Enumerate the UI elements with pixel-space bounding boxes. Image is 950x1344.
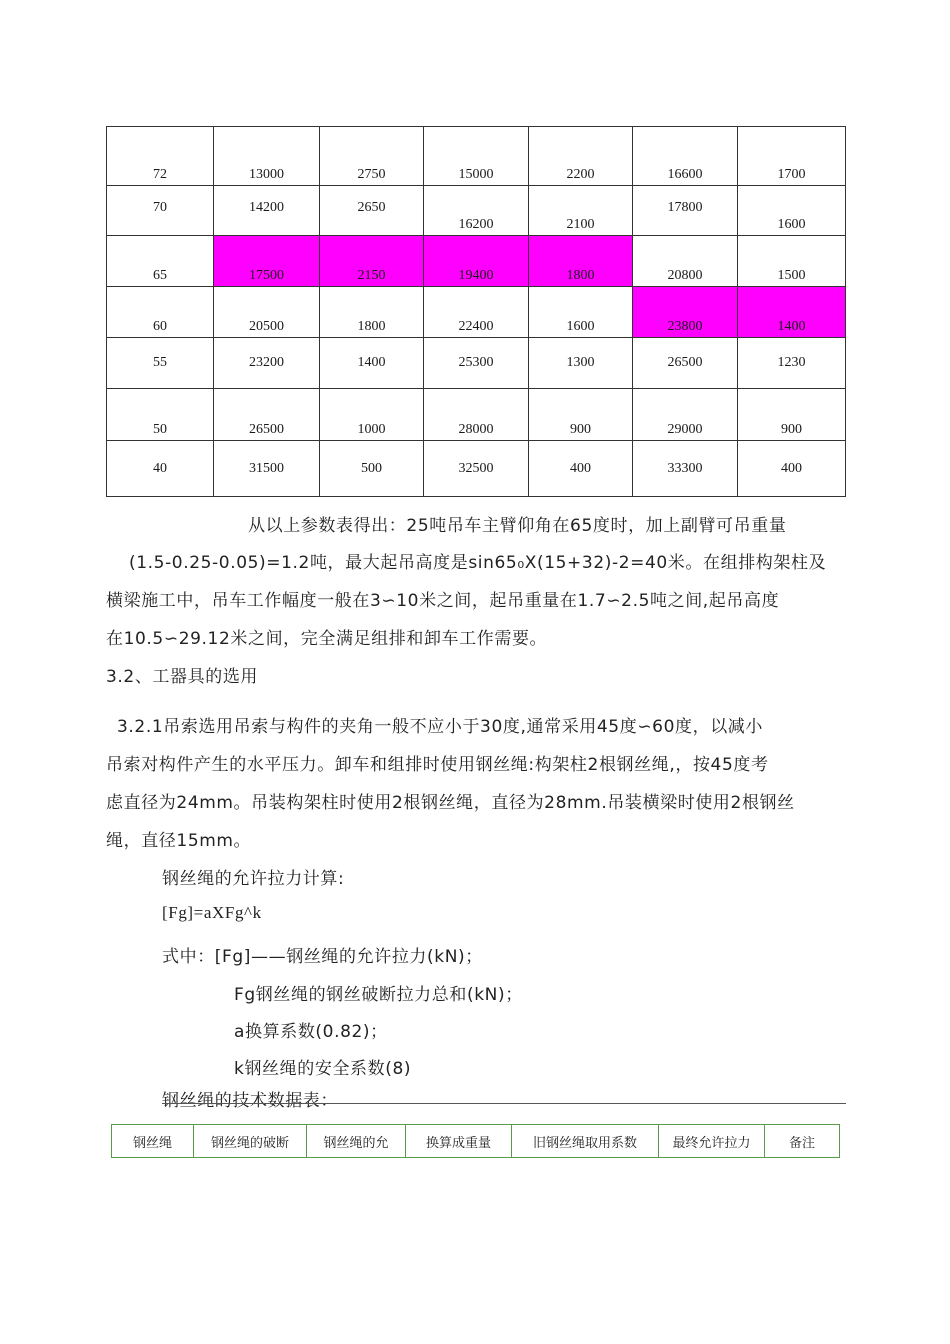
paragraph-line: 横梁施工中，吊车工作幅度一般在3∽10米之间，起吊重量在1.7∽2.5吨之间,起吊高度 <box>106 591 780 611</box>
paragraph-line: 从以上参数表得出：25吨吊车主臂仰角在65度时，加上副臂可吊重量 <box>248 516 787 536</box>
crane-parameter-table <box>106 126 846 497</box>
paragraph-line: 3.2.1吊索选用吊索与构件的夹角一般不应小于30度,通常采用45度∽60度，以减小 <box>117 717 763 737</box>
table-cell: 22400 <box>424 287 529 338</box>
column-header: 钢丝绳 <box>112 1125 194 1158</box>
paragraph-line: 绳，直径15mm。 <box>106 831 252 851</box>
table-row <box>107 186 846 236</box>
calc-title: 钢丝绳的允许拉力计算: <box>162 869 345 889</box>
table-cell: 1600 <box>738 186 846 236</box>
section-heading: 3.2、工器具的选用 <box>106 667 259 687</box>
paragraph-line: 在10.5∽29.12米之间，完全满足组排和卸车工作需要。 <box>106 629 548 649</box>
table-cell: 50 <box>107 389 214 441</box>
table-cell: 900 <box>738 389 846 441</box>
table-cell-highlighted: 1800 <box>529 236 633 287</box>
table-cell-highlighted: 1400 <box>738 287 846 338</box>
table-cell: 1230 <box>738 338 846 389</box>
wire-rope-table <box>111 1124 840 1158</box>
table-cell: 16200 <box>424 186 529 236</box>
table-cell: 25300 <box>424 338 529 389</box>
definition-fg: Fg钢丝绳的钢丝破断拉力总和(kN)； <box>234 985 523 1005</box>
table-cell: 1500 <box>738 236 846 287</box>
table-cell: 400 <box>738 441 846 497</box>
table-row <box>107 236 846 287</box>
table-cell: 1400 <box>320 338 424 389</box>
table-cell: 26500 <box>633 338 738 389</box>
column-header: 备注 <box>765 1125 840 1158</box>
table-cell: 13000 <box>214 127 320 186</box>
table-cell-highlighted: 19400 <box>424 236 529 287</box>
table-header-row <box>112 1125 840 1158</box>
table-cell: 15000 <box>424 127 529 186</box>
divider <box>162 1103 846 1104</box>
definition-a: a换算系数(0.82)； <box>234 1022 388 1042</box>
table-cell: 31500 <box>214 441 320 497</box>
rope-table-title: 钢丝绳的技术数据表： <box>162 1091 338 1111</box>
table-cell-highlighted: 23800 <box>633 287 738 338</box>
table-cell: 72 <box>107 127 214 186</box>
table-cell: 20500 <box>214 287 320 338</box>
column-header: 换算成重量 <box>406 1125 512 1158</box>
table-row <box>107 287 846 338</box>
table-cell: 400 <box>529 441 633 497</box>
table-cell: 65 <box>107 236 214 287</box>
definition-k: k钢丝绳的安全系数(8) <box>234 1059 412 1079</box>
table-cell: 23200 <box>214 338 320 389</box>
paragraph-line: (1.5-0.25-0.05)=1.2吨，最大起吊高度是sin65₀X(15+32)-2=40米。在组排构架柱及 <box>129 553 827 573</box>
paragraph-line: 虑直径为24mm。吊装构架柱时使用2根钢丝绳，直径为28mm.吊装横梁时使用2根钢丝 <box>106 793 795 813</box>
column-header: 钢丝绳的允 <box>307 1125 406 1158</box>
table-cell: 500 <box>320 441 424 497</box>
table-cell: 60 <box>107 287 214 338</box>
table-cell: 40 <box>107 441 214 497</box>
table-cell: 900 <box>529 389 633 441</box>
table-row <box>107 338 846 389</box>
table-cell: 2750 <box>320 127 424 186</box>
table-cell: 26500 <box>214 389 320 441</box>
formula-where: 式中：[Fg]——钢丝绳的允许拉力(kN)； <box>162 947 483 967</box>
table-cell: 55 <box>107 338 214 389</box>
table-cell: 29000 <box>633 389 738 441</box>
column-header: 旧钢丝绳取用系数 <box>512 1125 659 1158</box>
column-header: 最终允许拉力 <box>659 1125 765 1158</box>
table-cell-highlighted: 17500 <box>214 236 320 287</box>
column-header: 钢丝绳的破断 <box>194 1125 307 1158</box>
table-cell-highlighted: 2150 <box>320 236 424 287</box>
table-cell: 1600 <box>529 287 633 338</box>
table-row <box>107 127 846 186</box>
table-cell: 2200 <box>529 127 633 186</box>
table-cell: 33300 <box>633 441 738 497</box>
table-row <box>107 441 846 497</box>
paragraph-line: 吊索对构件产生的水平压力。卸车和组排时使用钢丝绳:构架柱2根钢丝绳,，按45度考 <box>106 755 769 775</box>
table-cell: 32500 <box>424 441 529 497</box>
table-cell: 1000 <box>320 389 424 441</box>
formula: [Fg]=aXFg^k <box>162 903 262 922</box>
table-cell: 20800 <box>633 236 738 287</box>
table-cell: 1300 <box>529 338 633 389</box>
table-cell: 16600 <box>633 127 738 186</box>
table-cell: 28000 <box>424 389 529 441</box>
table-cell: 2650 <box>320 186 424 236</box>
table-cell: 1800 <box>320 287 424 338</box>
table-cell: 2100 <box>529 186 633 236</box>
table-row <box>107 389 846 441</box>
table-cell: 70 <box>107 186 214 236</box>
table-cell: 14200 <box>214 186 320 236</box>
table-cell: 1700 <box>738 127 846 186</box>
table-cell: 17800 <box>633 186 738 236</box>
